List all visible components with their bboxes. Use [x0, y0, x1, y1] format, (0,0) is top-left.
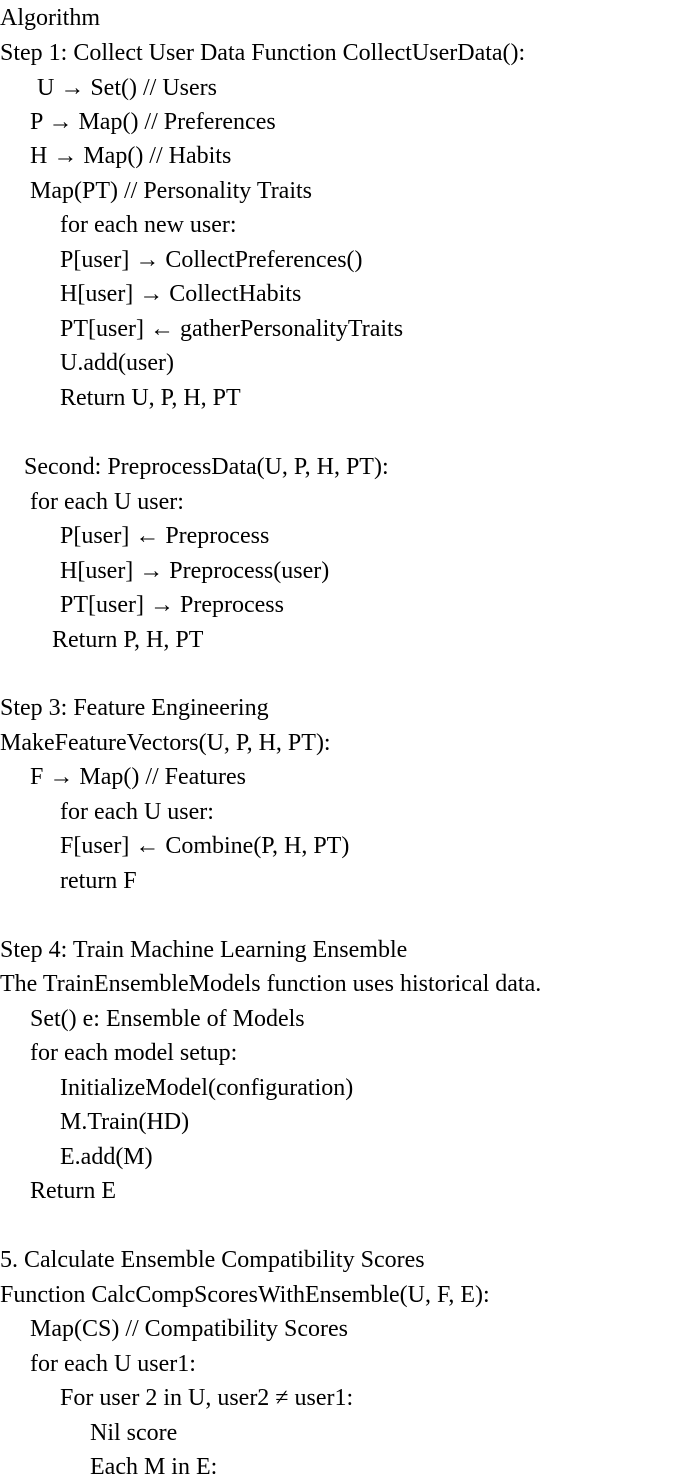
code-line: Return U, P, H, PT: [60, 385, 241, 411]
step-5-heading: 5. Calculate Ensemble Compatibility Scores: [0, 1247, 425, 1273]
step-1-heading: Step 1: Collect User Data Function CollectUserData():: [0, 40, 526, 66]
code-line: for each U user:: [60, 799, 214, 825]
code-line: Return E: [30, 1178, 116, 1204]
step-3-heading: Step 3: Feature Engineering: [0, 695, 269, 721]
code-line: U.add(user): [60, 350, 174, 376]
code-line: H[user] → Preprocess(user): [60, 558, 330, 584]
code-line: for each U user:: [30, 489, 184, 515]
code-line: PT[user] → Preprocess: [60, 592, 284, 618]
code-line: Set() e: Ensemble of Models: [30, 1006, 305, 1032]
code-line: Map(PT) // Personality Traits: [30, 178, 313, 204]
code-line: F[user] ← Combine(P, H, PT): [60, 833, 350, 859]
code-line: for each U user1:: [30, 1351, 196, 1377]
step-2-heading: Second: PreprocessData(U, P, H, PT):: [24, 454, 389, 480]
code-line: P[user] ← Preprocess: [60, 523, 270, 549]
code-line: For user 2 in U, user2 ≠ user1:: [60, 1385, 354, 1411]
code-line: H[user] → CollectHabits: [60, 281, 302, 307]
code-line: P[user] → CollectPreferences(): [60, 247, 363, 273]
code-line: for each new user:: [60, 212, 237, 238]
code-line: return F: [60, 868, 137, 894]
code-line: Return P, H, PT: [52, 627, 204, 653]
code-line: PT[user] ← gatherPersonalityTraits: [60, 316, 404, 342]
code-line: for each model setup:: [30, 1040, 238, 1066]
code-line: MakeFeatureVectors(U, P, H, PT):: [0, 730, 331, 756]
code-line: P → Map() // Preferences: [30, 109, 276, 135]
code-line: Function CalcCompScoresWithEnsemble(U, F, E):: [0, 1282, 490, 1308]
code-line: U → Set() // Users: [37, 75, 217, 101]
code-line: InitializeModel(configuration): [60, 1075, 354, 1101]
code-line: Each M in E:: [90, 1454, 218, 1480]
doc-title: Algorithm: [0, 5, 100, 31]
code-line: E.add(M): [60, 1144, 153, 1170]
step-4-heading: Step 4: Train Machine Learning Ensemble: [0, 937, 408, 963]
code-line: Map(CS) // Compatibility Scores: [30, 1316, 348, 1342]
code-line: F → Map() // Features: [30, 764, 246, 790]
code-line: H → Map() // Habits: [30, 143, 232, 169]
code-line: Nil score: [90, 1420, 178, 1446]
code-line: The TrainEnsembleModels function uses historical data.: [0, 971, 542, 997]
code-line: M.Train(HD): [60, 1109, 190, 1135]
